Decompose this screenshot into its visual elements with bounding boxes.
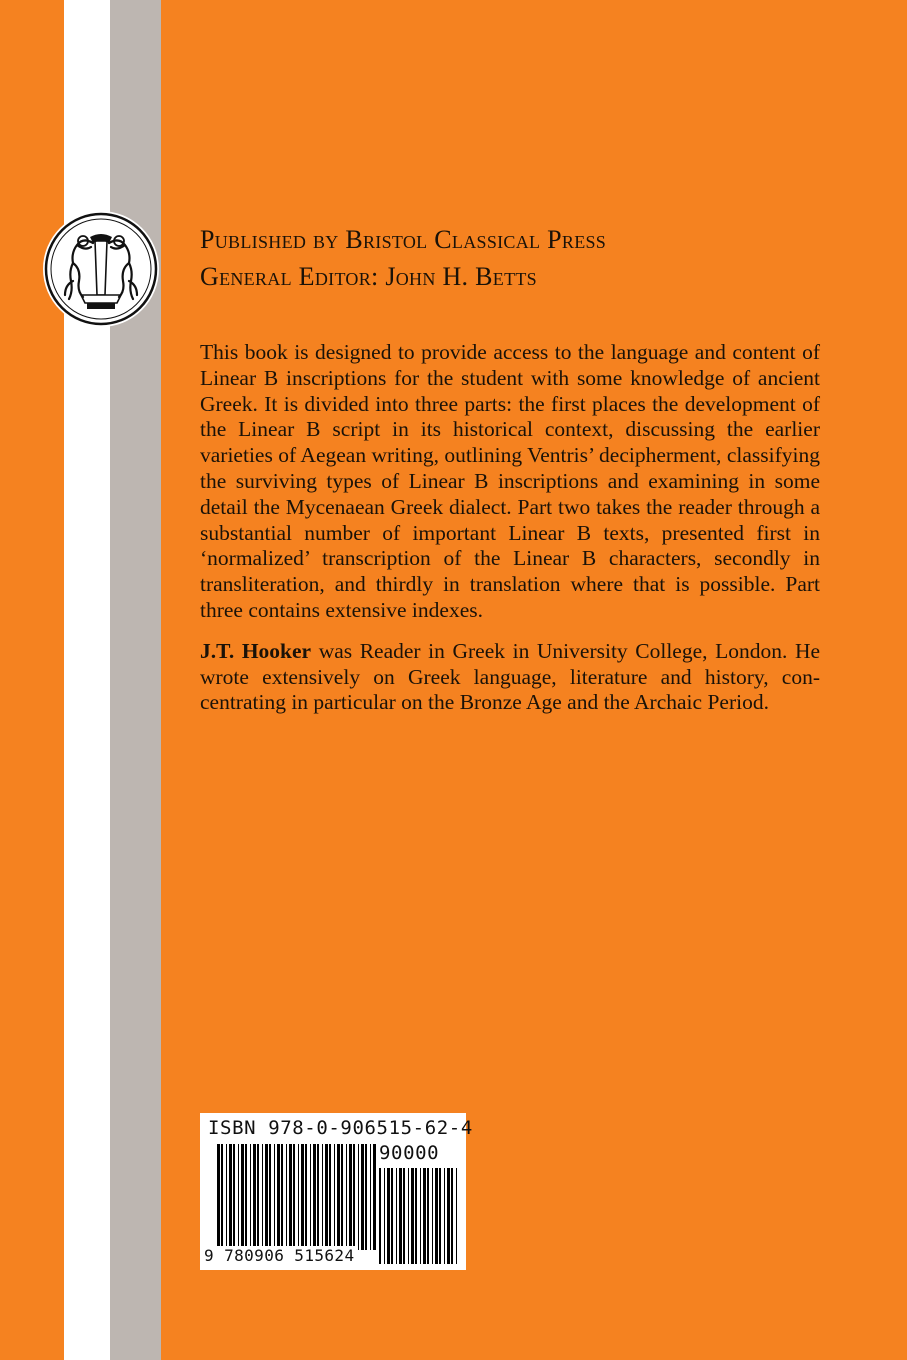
barcode-bar <box>373 1144 376 1250</box>
barcode-bar <box>253 1144 256 1250</box>
barcode-bar <box>361 1144 364 1250</box>
barcode-bar <box>293 1144 295 1250</box>
isbn-label: ISBN 978-0-906515-62-4 <box>208 1117 473 1139</box>
barcode-bar <box>456 1168 457 1264</box>
lions-seal-icon <box>43 211 159 327</box>
barcode-bar <box>238 1144 239 1250</box>
barcode-bar <box>396 1168 397 1264</box>
barcode-bar <box>305 1144 307 1250</box>
back-cover-blurb <box>200 340 820 716</box>
barcode-bar <box>274 1144 275 1250</box>
barcode-bar <box>262 1144 263 1250</box>
barcode-bar <box>444 1168 445 1264</box>
barcode-bar <box>341 1144 343 1250</box>
barcode-bar <box>358 1144 359 1250</box>
barcode-bar <box>317 1144 319 1250</box>
barcode-bar <box>289 1144 292 1250</box>
publisher-seal-logo <box>43 211 159 327</box>
barcode-bar <box>427 1168 429 1264</box>
barcode-bar <box>349 1144 352 1250</box>
isbn-barcode <box>200 1113 473 1270</box>
author-bio-paragraph <box>200 639 820 716</box>
barcode-bar <box>322 1144 323 1250</box>
general-editor-line: General Editor: John H. Betts <box>200 262 537 291</box>
barcode-bar <box>387 1168 390 1264</box>
barcode-bar <box>403 1168 405 1264</box>
barcode-bar <box>241 1144 244 1250</box>
barcode-bar <box>313 1144 316 1250</box>
spine-grey-stripe <box>110 0 161 1360</box>
barcode-bar <box>408 1168 409 1264</box>
barcode-bar <box>229 1144 232 1250</box>
barcode-bar <box>310 1144 311 1250</box>
barcode-bar <box>334 1144 335 1250</box>
spine-white-stripe <box>64 0 110 1360</box>
addon-barcode-bars <box>379 1168 459 1264</box>
barcode-bar <box>423 1168 426 1264</box>
barcode-bar <box>451 1168 453 1264</box>
barcode-bar <box>415 1168 417 1264</box>
barcode-bar <box>384 1168 385 1264</box>
barcode-bar <box>257 1144 259 1250</box>
barcode-bar <box>435 1168 438 1264</box>
barcode-bar <box>391 1168 393 1264</box>
price-code: 90000 <box>379 1142 440 1164</box>
barcode-bar <box>353 1144 355 1250</box>
barcode-bar <box>250 1144 251 1250</box>
publisher-line: Published by Bristol Classical Press <box>200 225 607 254</box>
barcode-bar <box>399 1168 402 1264</box>
book-description: This book is designed to provide access to the language and content of Linear B inscriptions for the student with some knowledge of ancient Greek. It is divided into three parts: the first places the development of the Linear B script in its historical context, discussing the earlier varieties of Aegean writing, outlining Ventris’ decipherment, classifying the surviving types of Linear B inscriptions and examining in some detail the Mycenaean Greek dialect. Part two takes the reader through a substantial number of important Linear B texts, presented first in ‘normalized’ transcription of the Linear B characters, secondly in transliteration, and thirdly in translation where that is possible. Part three contains extensive indexes. <box>200 340 820 622</box>
barcode-bar <box>379 1168 381 1264</box>
barcode-bar <box>447 1168 450 1264</box>
barcode-bar <box>281 1144 283 1250</box>
barcode-bar <box>439 1168 441 1264</box>
barcode-bar <box>226 1144 227 1250</box>
ean-digits: 9 780906 515624 <box>204 1246 355 1265</box>
barcode-bar <box>337 1144 340 1250</box>
barcode-bar <box>277 1144 280 1250</box>
author-bio: was Reader in Greek in University College, London. He wrote extensively on Greek language, literature and history, concentrating in particular on the Bronze Age and the Archaic Period. <box>200 638 821 715</box>
barcode-bar <box>265 1144 268 1250</box>
barcode-bar <box>245 1144 247 1250</box>
barcode-bar <box>233 1144 235 1250</box>
barcode-bar <box>325 1144 328 1250</box>
barcode-bar <box>411 1168 414 1264</box>
barcode-bar <box>329 1144 331 1250</box>
author-name: J.T. Hooker <box>200 638 312 663</box>
barcode-bar <box>365 1144 367 1250</box>
barcode-bar <box>286 1144 287 1250</box>
barcode-bar <box>420 1168 421 1264</box>
barcode-bar <box>346 1144 347 1250</box>
publisher-info <box>200 221 820 295</box>
barcode-bar <box>370 1144 371 1250</box>
barcode-bar <box>432 1168 433 1264</box>
barcode-bar <box>269 1144 271 1250</box>
